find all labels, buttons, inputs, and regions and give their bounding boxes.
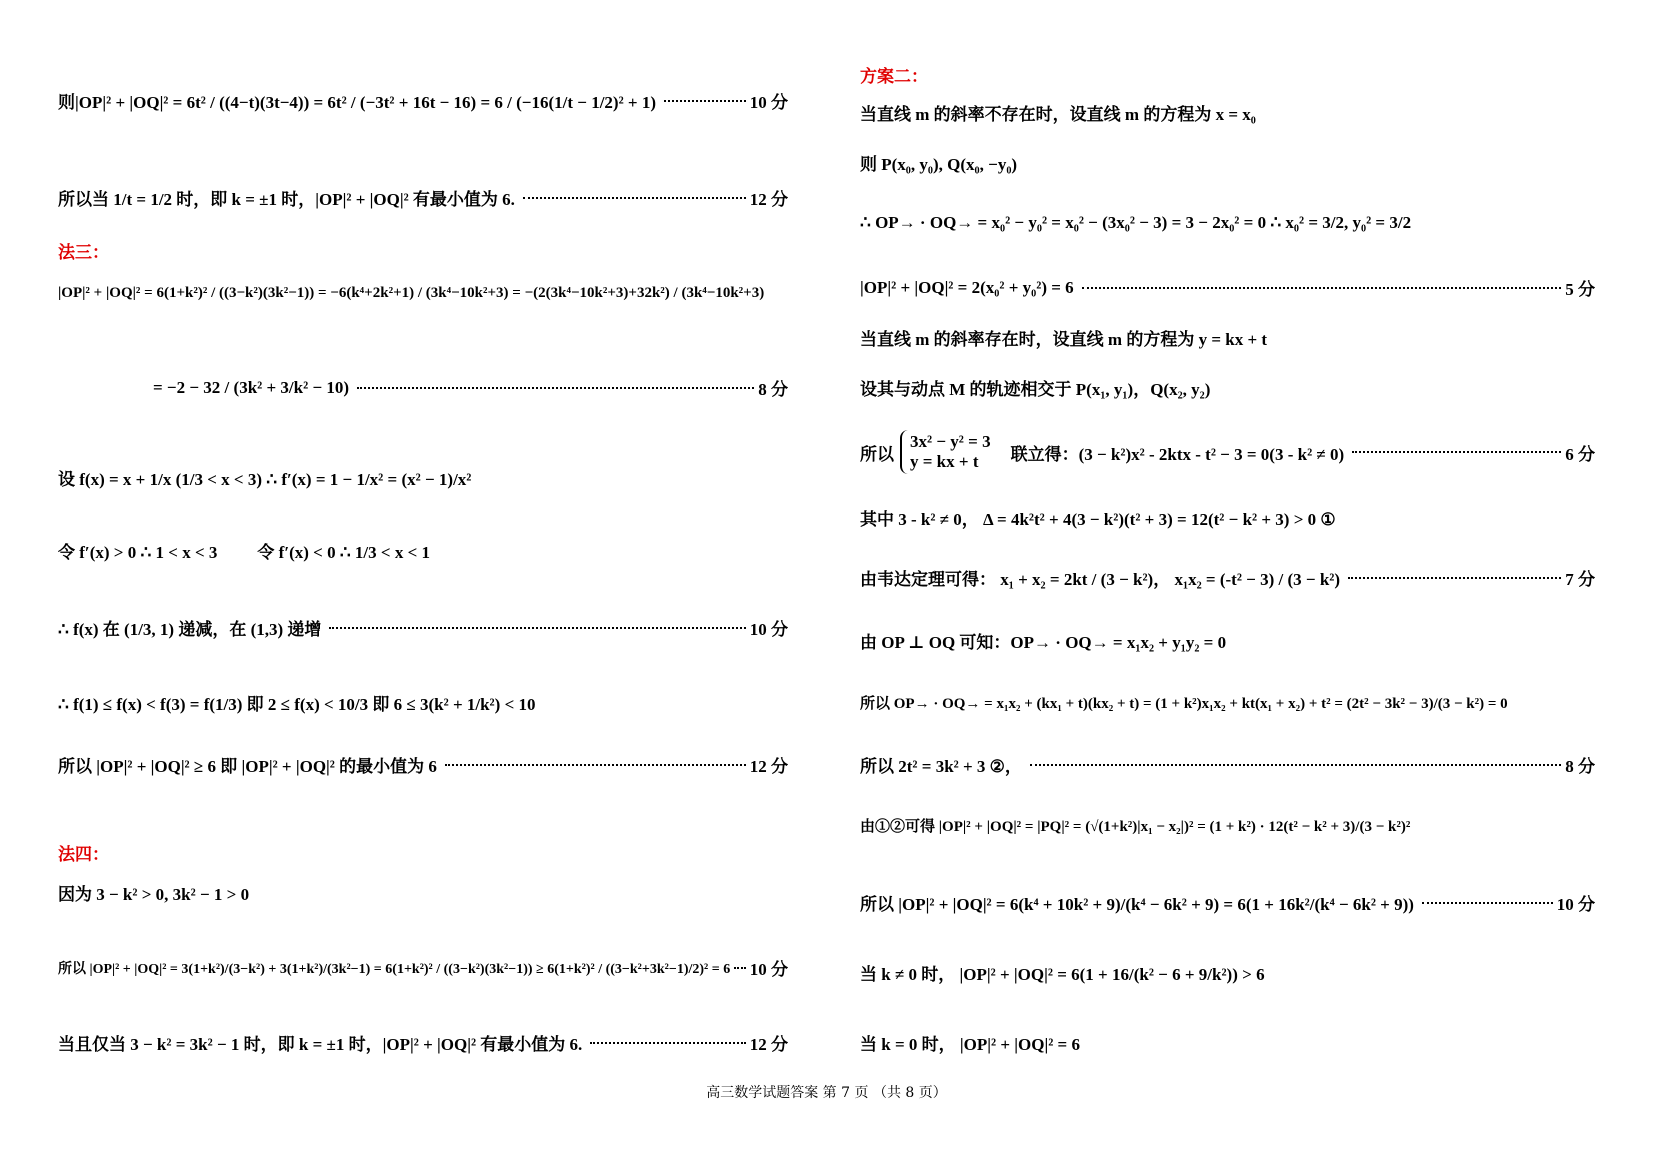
score-l2: 12 分 [749,190,788,209]
leader-dots [1422,902,1553,904]
heading-method-3: 法三： [58,243,109,262]
leader-dots [664,100,746,102]
equation-system [900,430,991,474]
leader-dots [1030,764,1561,766]
text-r2: 则 P(x₀, y₀), Q(x₀, −y₀) [860,155,1018,174]
text-r9: 由韦达定理可得： x₁ + x₂ = 2kt / (3 − k²)， x₁x₂ = (-t² − 3) / (3 − k²) [860,570,1341,589]
line-r2 [860,150,1595,175]
leader-dots [523,197,746,199]
text-r8: 其中 3 - k² ≠ 0， Δ = 4k²t² + 4(3 − k²)(t² + 3) = 12(t² − k² + 3) > 0 ① [860,510,1336,529]
text-r13: 由①②可得 |OP|² + |OQ|² = |PQ|² = (√(1+k²)|x₁ − x₂|)² = (1 + k²) · 12(t² − k² + 3)/(3 − k²)² [860,819,1411,835]
text-l5: 设 f(x) = x + 1/x (1/3 < x < 3) ∴ f′(x) = 1 − 1/x² = (x² − 1)/x² [58,470,472,489]
line-l5 [58,465,788,490]
leader-dots [329,627,745,629]
text-l7: ∴ f(x) 在 (1/3, 1) 递减，在 (1,3) 递增 [58,620,322,639]
leader-dots [357,387,754,389]
text-l1: 则|OP|² + |OQ|² = 6t² / ((4−t)(3t−4)) = 6t² / (−3t² + 16t − 16) = 6 / (−16(1/t − 1/2)² + 1) [58,93,657,112]
score-r4: 5 分 [1565,280,1595,299]
line-l7 [58,615,788,640]
line-l2 [58,185,788,210]
text-l3: |OP|² + |OQ|² = 6(1+k²)² / ((3−k²)(3k²−1)) = −6(k⁴+2k²+1) / (3k⁴−10k²+3) = −(2(3k⁴−10k²+3)+32k²) / (3k⁴−10k²+3) [58,285,765,301]
score-l11: 10 分 [749,960,788,979]
text-r14: 所以 |OP|² + |OQ|² = 6(k⁴ + 10k² + 9)/(k⁴ − 6k² + 9) = 6(1 + 16k²/(k⁴ − 6k² + 9)) [860,895,1414,914]
leader-dots [1082,287,1562,289]
line-l12 [58,1030,788,1055]
line-r13 [860,815,1595,836]
text-l10: 因为 3 − k² > 0, 3k² − 1 > 0 [58,885,250,904]
line-r14 [860,890,1595,915]
line-r5 [860,325,1595,350]
line-r15 [860,960,1595,985]
text-l11: 所以 |OP|² + |OQ|² = 3(1+k²)/(3−k²) + 3(1+k²)/(3k²−1) = 6(1+k²)² / ((3−k²)(3k²−1)) ≥ 6(1+k²)² / ((3−k²+3k²−1)/2)² = 6 [58,961,731,977]
line-r1 [860,100,1595,125]
text-l6b: 令 f′(x) < 0 ∴ 1/3 < x < 1 [257,543,431,562]
score-r9: 7 分 [1565,570,1595,589]
text-r16: 当 k = 0 时， |OP|² + |OQ|² = 6 [860,1035,1080,1054]
text-r5: 当直线 m 的斜率存在时，设直线 m 的方程为 y = kx + t [860,330,1268,349]
line-l1 [58,88,788,113]
leader-dots [1348,577,1561,579]
score-l4: 8 分 [758,380,788,399]
system-eq-1: 3x² − y² = 3 [910,432,991,451]
text-l2: 所以当 1/t = 1/2 时，即 k = ±1 时，|OP|² + |OQ|² 有最小值为 6. [58,190,515,209]
line-r12 [860,752,1595,777]
leader-dots [1352,451,1561,453]
text-r12: 所以 2t² = 3k² + 3 ②， [860,757,1022,776]
text-r6: 设其与动点 M 的轨迹相交于 P(x₁, y₁)，Q(x₂, y₂) [860,380,1211,399]
line-r16 [860,1030,1595,1055]
line-r3 [860,213,1595,233]
score-l1: 10 分 [749,93,788,112]
text-r7-pre: 所以 [860,444,894,464]
heading-method-2: 方案二： [860,67,928,86]
line-l10 [58,880,788,905]
text-r4: |OP|² + |OQ|² = 2(x₀² + y₀²) = 6 [860,277,1074,297]
line-r7 [860,430,1595,474]
system-eq-2: y = kx + t [910,452,979,471]
text-r10: 由 OP ⊥ OQ 可知：OP→ · OQ→ = x₁x₂ + y₁y₂ = 0 [860,633,1227,652]
line-r4 [860,275,1595,300]
text-r3: ∴ OP→ · OQ→ = x₀² − y₀² = x₀² − (3x₀² − 3) = 3 − 2x₀² = 0 ∴ x₀² = 3/2, y₀² = 3/2 [860,213,1412,232]
text-l12: 当且仅当 3 − k² = 3k² − 1 时，即 k = ±1 时，|OP|² + |OQ|² 有最小值为 6. [58,1035,583,1054]
leader-dots [445,764,746,766]
text-r11: 所以 OP→ · OQ→ = x₁x₂ + (kx₁ + t)(kx₂ + t) = (1 + k²)x₁x₂ + kt(x₁ + x₂) + t² = (2t² − 3k² − 3)/(3 − k²) = 0 [860,696,1508,712]
score-l9: 12 分 [749,757,788,776]
line-r9 [860,565,1595,590]
score-l12: 12 分 [749,1035,788,1054]
text-r15: 当 k ≠ 0 时， |OP|² + |OQ|² = 6(1 + 16/(k² − 6 + 9/k²)) > 6 [860,965,1265,984]
text-l8: ∴ f(1) ≤ f(x) < f(3) = f(1/3) 即 2 ≤ f(x) < 10/3 即 6 ≤ 3(k² + 1/k²) < 10 [58,695,536,714]
score-r12: 8 分 [1565,757,1595,776]
score-r7: 6 分 [1565,444,1595,464]
leader-dots [590,1042,745,1044]
line-l3 [58,285,788,302]
line-l9 [58,752,788,777]
line-l4 [58,375,788,400]
page-footer: 高三数学试题答案 第 7 页 （共 8 页） [706,1085,947,1101]
heading-method-4: 法四： [58,845,109,864]
score-r14: 10 分 [1556,895,1595,914]
text-l6a: 令 f′(x) > 0 ∴ 1 < x < 3 [58,543,218,562]
line-l6 [58,538,788,563]
line-r8 [860,505,1595,530]
text-l9: 所以 |OP|² + |OQ|² ≥ 6 即 |OP|² + |OQ|² 的最小值为 6 [58,757,437,776]
line-r10 [860,628,1595,653]
line-r11 [860,692,1595,713]
text-r7-post: 联立得：(3 − k²)x² - 2ktx - t² − 3 = 0(3 - k² ≠ 0) [1010,444,1345,464]
text-r1: 当直线 m 的斜率不存在时，设直线 m 的方程为 x = x₀ [860,105,1256,124]
line-l11 [58,955,788,980]
leader-dots [734,967,746,969]
line-l8 [58,690,788,715]
score-l7: 10 分 [749,620,788,639]
text-l4: = −2 − 32 / (3k² + 3/k² − 10) [153,377,350,397]
line-r6 [860,375,1595,400]
